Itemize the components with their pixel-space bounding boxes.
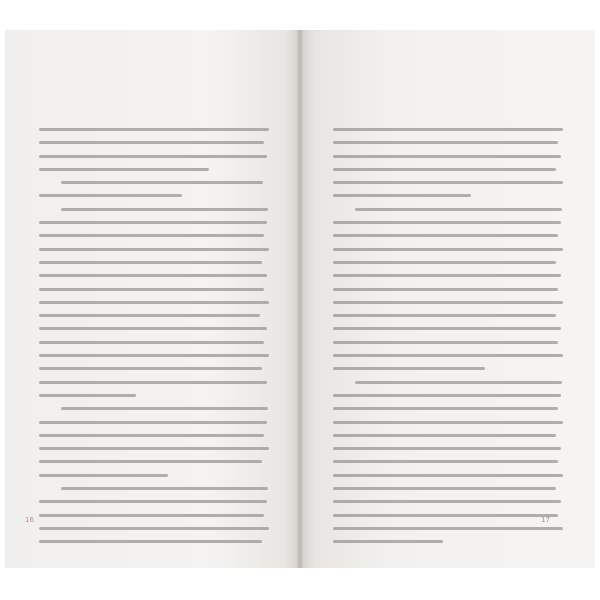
- left-page-body-text: [39, 128, 269, 554]
- right-page: [303, 30, 595, 568]
- left-page-number: 16: [25, 516, 34, 524]
- right-page-body-text: [333, 128, 563, 554]
- right-page-number: 17: [541, 516, 550, 524]
- left-page: [5, 30, 297, 568]
